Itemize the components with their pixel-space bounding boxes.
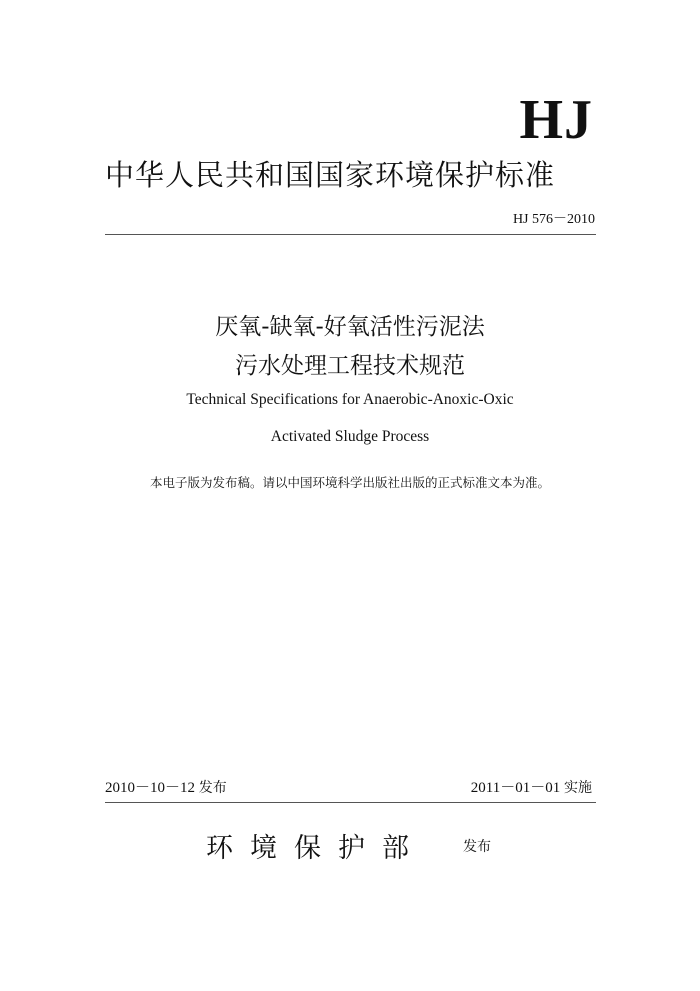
electronic-version-notice: 本电子版为发布稿。请以中国环境科学出版社出版的正式标准文本为准。 xyxy=(149,475,550,490)
top-divider xyxy=(105,234,596,235)
issue-label: 发布 xyxy=(198,780,227,796)
standard-code: HJ 576－2010 xyxy=(512,212,595,227)
document-title-en-line2: Activated Sludge Process xyxy=(270,428,430,445)
issue-date: 2010－10－12 xyxy=(105,780,196,796)
standard-category-title: 中华人民共和国国家环境保护标准 xyxy=(105,158,556,192)
document-title-cn-line2: 污水处理工程技术规范 xyxy=(235,353,465,379)
issuing-authority: 环境保护部 xyxy=(206,833,426,864)
bottom-divider xyxy=(105,802,596,803)
effective-date: 2011－01－01 xyxy=(470,780,561,796)
document-title-cn-line1: 厌氧-缺氧-好氧活性污泥法 xyxy=(215,314,485,340)
standard-logo: HJ xyxy=(519,89,593,151)
issuing-action: 发布 xyxy=(463,839,491,855)
document-title-en-line1: Technical Specifications for Anaerobic-Anoxic-Oxic xyxy=(186,391,514,408)
issue-date-block xyxy=(105,776,227,797)
effective-date-block xyxy=(471,776,592,797)
effective-label: 实施 xyxy=(564,780,592,796)
